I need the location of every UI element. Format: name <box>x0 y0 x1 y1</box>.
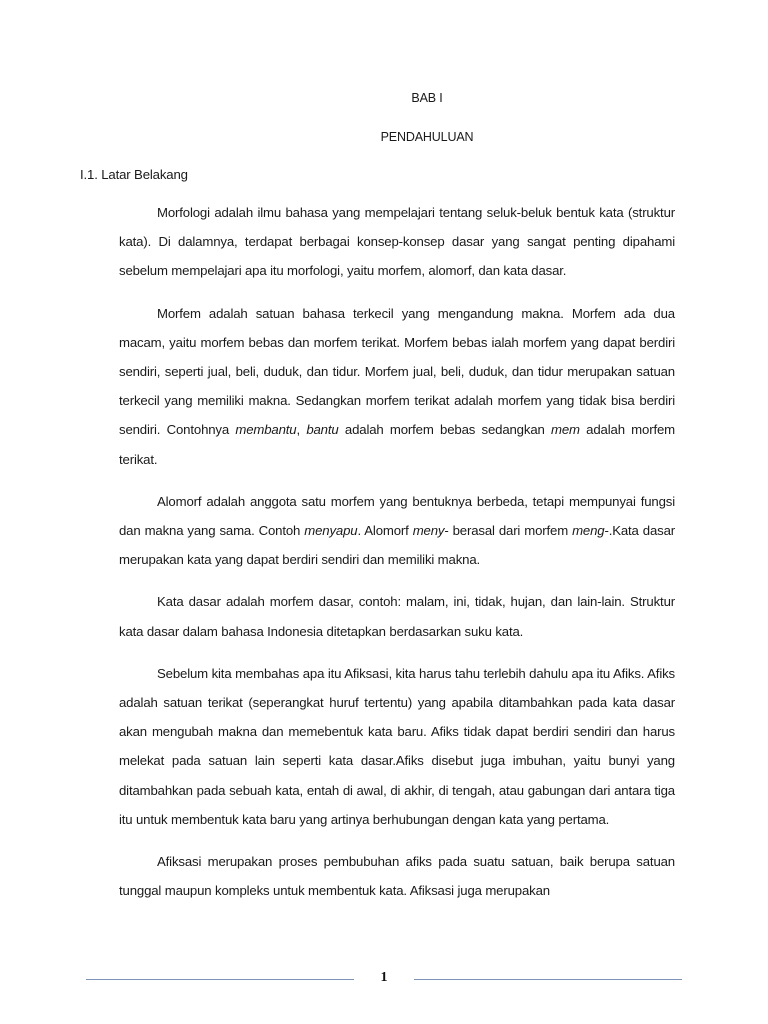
text-segment: -.Kata dasar merupakan kata yang dapat berdiri sendiri dan memiliki makna. <box>119 523 675 568</box>
paragraph <box>119 198 675 286</box>
chapter-title: PENDAHULUAN <box>380 130 474 144</box>
italic-example-term: meng <box>572 523 605 539</box>
page-number: 1 <box>380 970 388 985</box>
italic-example-term: bantu <box>306 422 339 438</box>
text-segment: . Alomorf <box>357 523 413 539</box>
italic-example-term: mem <box>551 422 580 438</box>
paragraph <box>119 299 675 474</box>
italic-example-term: meny <box>412 523 445 539</box>
footer-rule-left <box>86 979 354 980</box>
section-heading: I.1. Latar Belakang <box>80 167 188 182</box>
text-segment: - berasal dari morfem <box>444 523 573 539</box>
footer-rule-right <box>414 979 682 980</box>
paragraph <box>119 587 675 645</box>
body-text <box>119 198 675 905</box>
italic-example-term: membantu <box>235 422 297 438</box>
text-segment: Kata dasar adalah morfem dasar, contoh: malam, ini, tidak, hujan, dan lain-lain. Struktur kata dasar dalam bahasa Indonesia ditetapkan berdasarkan suku kata. <box>119 594 675 639</box>
text-segment: adalah morfem bebas sedangkan <box>338 422 551 438</box>
page-footer <box>0 968 768 992</box>
text-segment: adalah morfem terikat. <box>119 422 675 467</box>
paragraph <box>119 847 675 905</box>
text-segment: Alomorf adalah anggota satu morfem yang bentuknya berbeda, tetapi mempunyai fungsi dan makna yang sama. Contoh <box>119 493 675 539</box>
italic-example-term: menyapu <box>304 523 358 539</box>
paragraph <box>119 659 675 834</box>
text-segment: Afiksasi merupakan proses pembubuhan afiks pada suatu satuan, baik berupa satuan tunggal maupun kompleks untuk membentuk kata. Afiksasi juga merupakan <box>119 854 675 899</box>
text-segment: Sebelum kita membahas apa itu Afiksasi, kita harus tahu terlebih dahulu apa itu Afiks. Afiks adalah satuan terikat (seperangkat huruf tertentu) yang apabila ditambahkan pada kata dasar akan mengubah makna dan memebentuk kata baru. Afiks tidak dapat berdiri sendiri dan harus melekat pada satuan lain seperti kata dasar.Afiks disebut juga imbuhan, yaitu bunyi yang ditambahkan pada sebuah kata, entah di awal, di akhir, di tengah, atau gabungan dari antara tiga itu untuk membentuk kata baru yang artinya berhubungan dengan kata yang pertama. <box>119 665 675 827</box>
text-segment: Morfem adalah satuan bahasa terkecil yang mengandung makna. Morfem ada dua macam, yaitu morfem bebas dan morfem terikat. Morfem bebas ialah morfem yang dapat berdiri sendiri, seperti jual, beli, duduk, dan tidur. Morfem jual, beli, duduk, dan tidur merupakan satuan terkecil yang memiliki makna. Sedangkan morfem terikat adalah morfem yang tidak bisa berdiri sendiri. Contohnya <box>119 305 675 438</box>
text-segment: Morfologi adalah ilmu bahasa yang mempelajari tentang seluk-beluk bentuk kata (struktur kata). Di dalamnya, terdapat berbagai konsep-konsep dasar yang sangat penting dipahami sebelum mempelajari apa itu morfologi, yaitu morfem, alomorf, dan kata dasar. <box>119 205 675 279</box>
text-segment: , <box>296 422 307 438</box>
paragraph <box>119 487 675 575</box>
chapter-number: BAB I <box>411 91 443 105</box>
